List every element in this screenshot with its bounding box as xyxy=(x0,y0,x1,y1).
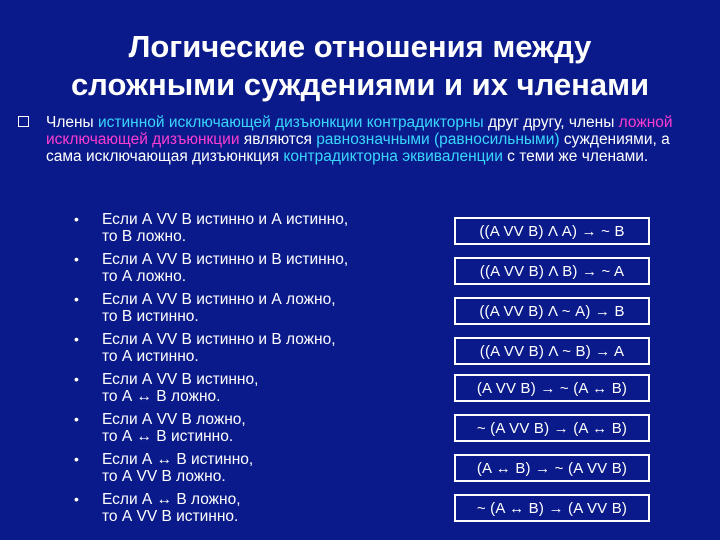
intro-text-3: друг другу, члены xyxy=(483,114,619,131)
bullet-icon: • xyxy=(74,291,79,307)
bullet-icon: • xyxy=(74,331,79,347)
bullet-icon: • xyxy=(74,211,79,227)
formula-box: ((A VV B) Λ ~ B) → A xyxy=(454,337,650,365)
rule-line-1: Если А VV В истинно и В ложно, xyxy=(102,331,336,348)
slide-title xyxy=(0,28,720,104)
bullet-icon: • xyxy=(74,251,79,267)
rule-line-1: Если А VV В ложно, xyxy=(102,411,246,428)
rule-line-2: то А VV В ложно. xyxy=(102,468,226,485)
intro-text-6: с теми же членами. xyxy=(502,148,649,165)
rule-line-1: Если А VV В истинно, xyxy=(102,371,259,388)
bullet-icon: • xyxy=(74,491,79,507)
rule-line-2: то А ↔ В ложно. xyxy=(102,388,221,405)
intro-highlight-true: истинной исключающей дизъюнкции xyxy=(98,114,363,131)
rule-line-1: Если А VV В истинно и В истинно, xyxy=(102,251,349,268)
square-bullet-icon xyxy=(18,116,29,127)
formula-box: ((A VV B) Λ ~ A) → B xyxy=(454,297,650,325)
bullet-icon: • xyxy=(74,411,79,427)
rule-line-2: то А ложно. xyxy=(102,268,187,285)
formula-box: (A ↔ B) → ~ (A VV B) xyxy=(454,454,650,482)
rule-line-1: Если А ↔ В истинно, xyxy=(102,451,254,468)
intro-paragraph xyxy=(46,114,696,165)
intro-highlight-contradictory: контрадикторны xyxy=(366,114,484,131)
intro-highlight-equivalent: равнозначными (равносильными) xyxy=(316,131,560,148)
rule-line-2: то А ↔ В истинно. xyxy=(102,428,234,445)
rule-line-2: то В истинно. xyxy=(102,308,199,325)
intro-highlight-contradicts-equivalence: контрадикторна эквиваленции xyxy=(283,148,503,165)
rule-line-1: Если А VV В истинно и А ложно, xyxy=(102,291,336,308)
rule-line-2: то В ложно. xyxy=(102,228,187,245)
bullet-icon: • xyxy=(74,451,79,467)
rule-line-2: то А VV В истинно. xyxy=(102,508,239,525)
intro-highlight-false: ложной исключающей дизъюнкции xyxy=(46,114,673,148)
formula-box: ((A VV B) Λ A) → ~ B xyxy=(454,217,650,245)
rule-line-1: Если А VV В истинно и А истинно, xyxy=(102,211,349,228)
title-line-1: Логические отношения между xyxy=(128,29,592,64)
intro-text-1: Члены xyxy=(46,114,99,131)
intro-text-5: суждениями, а сама исключающая дизъюнкция xyxy=(46,131,670,165)
title-line-2: сложными суждениями и их членами xyxy=(70,67,650,102)
formula-box: ((A VV B) Λ B) → ~ A xyxy=(454,257,650,285)
formula-box: ~ (A ↔ B) → (A VV B) xyxy=(454,494,650,522)
rule-line-1: Если А ↔ В ложно, xyxy=(102,491,241,508)
formula-box: ~ (A VV B) → (A ↔ B) xyxy=(454,414,650,442)
bullet-icon: • xyxy=(74,371,79,387)
rule-line-2: то А истинно. xyxy=(102,348,199,365)
intro-text-4: являются xyxy=(239,131,317,148)
formula-box: (A VV B) → ~ (A ↔ B) xyxy=(454,374,650,402)
